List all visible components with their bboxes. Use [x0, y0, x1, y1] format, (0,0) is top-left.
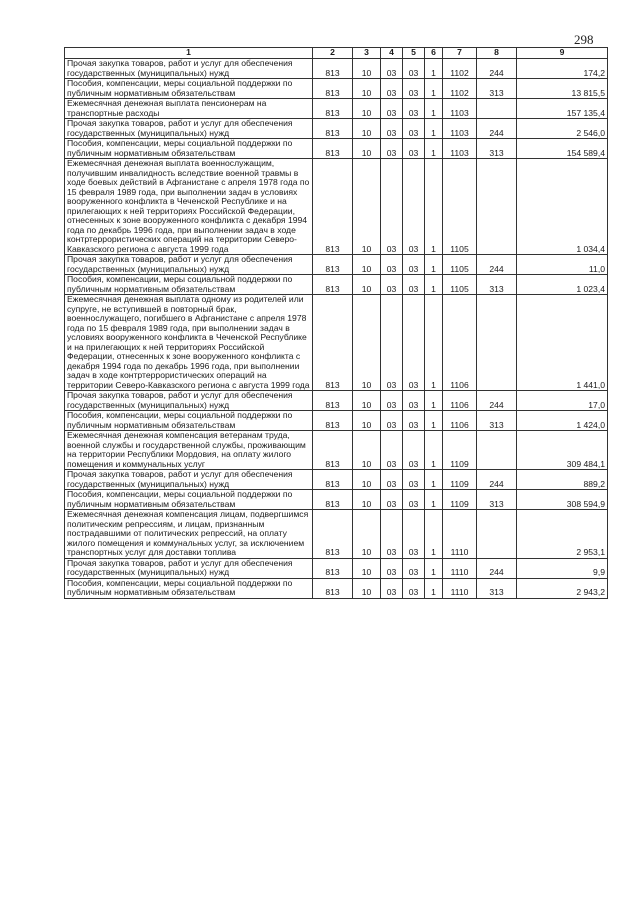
row-program-cell: 03 — [403, 59, 425, 79]
row-program-cell: 03 — [403, 139, 425, 159]
row-name-cell: Прочая закупка товаров, работ и услуг для обеспечения государственных (муниципальных) нужд — [65, 391, 313, 411]
row-code-admin-cell: 813 — [313, 99, 353, 119]
row-article-cell: 1105 — [443, 255, 477, 275]
row-subprogram-cell: 1 — [425, 578, 443, 598]
row-name-cell: Пособия, компенсации, меры социальной поддержки по публичным нормативным обязательствам — [65, 490, 313, 510]
row-section-cell: 10 — [353, 139, 381, 159]
budget-table — [64, 47, 608, 599]
table-header-row — [65, 48, 608, 59]
row-expense-type-cell — [477, 99, 517, 119]
row-subsection-cell: 03 — [381, 391, 403, 411]
row-expense-type-cell: 313 — [477, 411, 517, 431]
row-code-admin-cell: 813 — [313, 139, 353, 159]
row-amount-cell: 2 953,1 — [517, 510, 608, 559]
row-subprogram-cell: 1 — [425, 159, 443, 255]
row-section-cell: 10 — [353, 578, 381, 598]
row-expense-type-cell — [477, 295, 517, 391]
table-row — [65, 119, 608, 139]
row-expense-type-cell: 244 — [477, 558, 517, 578]
row-expense-type-cell: 244 — [477, 59, 517, 79]
row-article-cell: 1103 — [443, 99, 477, 119]
row-section-cell: 10 — [353, 295, 381, 391]
row-code-admin-cell: 813 — [313, 510, 353, 559]
row-subsection-cell: 03 — [381, 431, 403, 470]
row-subsection-cell: 03 — [381, 119, 403, 139]
row-subsection-cell: 03 — [381, 295, 403, 391]
row-code-admin-cell: 813 — [313, 255, 353, 275]
row-code-admin-cell: 813 — [313, 159, 353, 255]
row-subsection-cell: 03 — [381, 79, 403, 99]
row-name-cell: Ежемесячная денежная компенсация ветеранам труда, военной службы и государственной службы, проживающим на территории Республики Мордовия, на оплату жилого помещения и коммунальных услуг — [65, 431, 313, 470]
row-name-cell: Прочая закупка товаров, работ и услуг для обеспечения государственных (муниципальных) нужд — [65, 558, 313, 578]
row-article-cell: 1103 — [443, 119, 477, 139]
table-row — [65, 159, 608, 255]
table-row — [65, 558, 608, 578]
col-header-1: 1 — [65, 48, 313, 59]
row-program-cell: 03 — [403, 578, 425, 598]
row-name-cell: Прочая закупка товаров, работ и услуг для обеспечения государственных (муниципальных) нужд — [65, 119, 313, 139]
col-header-5: 5 — [403, 48, 425, 59]
row-name-cell: Пособия, компенсации, меры социальной поддержки по публичным нормативным обязательствам — [65, 275, 313, 295]
row-subprogram-cell: 1 — [425, 59, 443, 79]
row-subprogram-cell: 1 — [425, 411, 443, 431]
row-program-cell: 03 — [403, 119, 425, 139]
row-program-cell: 03 — [403, 295, 425, 391]
row-expense-type-cell: 244 — [477, 470, 517, 490]
row-article-cell: 1102 — [443, 79, 477, 99]
row-amount-cell: 13 815,5 — [517, 79, 608, 99]
row-section-cell: 10 — [353, 119, 381, 139]
row-subsection-cell: 03 — [381, 558, 403, 578]
table-row — [65, 255, 608, 275]
row-amount-cell: 17,0 — [517, 391, 608, 411]
row-amount-cell: 174,2 — [517, 59, 608, 79]
row-subsection-cell: 03 — [381, 99, 403, 119]
table-row — [65, 275, 608, 295]
row-section-cell: 10 — [353, 490, 381, 510]
row-subsection-cell: 03 — [381, 510, 403, 559]
row-section-cell: 10 — [353, 99, 381, 119]
row-program-cell: 03 — [403, 79, 425, 99]
row-subprogram-cell: 1 — [425, 431, 443, 470]
row-program-cell: 03 — [403, 411, 425, 431]
row-subsection-cell: 03 — [381, 139, 403, 159]
row-article-cell: 1106 — [443, 411, 477, 431]
row-code-admin-cell: 813 — [313, 411, 353, 431]
row-article-cell: 1106 — [443, 295, 477, 391]
row-expense-type-cell: 244 — [477, 391, 517, 411]
row-code-admin-cell: 813 — [313, 558, 353, 578]
row-amount-cell: 157 135,4 — [517, 99, 608, 119]
row-amount-cell: 154 589,4 — [517, 139, 608, 159]
row-section-cell: 10 — [353, 431, 381, 470]
row-subprogram-cell: 1 — [425, 558, 443, 578]
table-body — [65, 59, 608, 599]
row-subprogram-cell: 1 — [425, 490, 443, 510]
row-article-cell: 1109 — [443, 470, 477, 490]
row-code-admin-cell: 813 — [313, 275, 353, 295]
row-code-admin-cell: 813 — [313, 59, 353, 79]
row-subprogram-cell: 1 — [425, 275, 443, 295]
row-amount-cell: 1 023,4 — [517, 275, 608, 295]
row-subprogram-cell: 1 — [425, 255, 443, 275]
row-article-cell: 1105 — [443, 275, 477, 295]
row-code-admin-cell: 813 — [313, 295, 353, 391]
table-row — [65, 79, 608, 99]
col-header-9: 9 — [517, 48, 608, 59]
row-expense-type-cell: 244 — [477, 255, 517, 275]
row-subsection-cell: 03 — [381, 578, 403, 598]
row-expense-type-cell — [477, 510, 517, 559]
row-section-cell: 10 — [353, 391, 381, 411]
row-subsection-cell: 03 — [381, 490, 403, 510]
col-header-7: 7 — [443, 48, 477, 59]
row-program-cell: 03 — [403, 510, 425, 559]
row-expense-type-cell — [477, 159, 517, 255]
row-code-admin-cell: 813 — [313, 490, 353, 510]
row-subsection-cell: 03 — [381, 470, 403, 490]
row-name-cell: Пособия, компенсации, меры социальной поддержки по публичным нормативным обязательствам — [65, 79, 313, 99]
row-amount-cell: 309 484,1 — [517, 431, 608, 470]
row-name-cell: Прочая закупка товаров, работ и услуг для обеспечения государственных (муниципальных) нужд — [65, 470, 313, 490]
row-article-cell: 1106 — [443, 391, 477, 411]
row-subprogram-cell: 1 — [425, 139, 443, 159]
row-section-cell: 10 — [353, 411, 381, 431]
row-name-cell: Ежемесячная денежная выплата одному из родителей или супруге, не вступившей в повторный брак, военнослужащего, погибшего в Афганистане с апреля 1978 года по 15 февраля 1989 года, при выполнении задач в условиях вооруженного конфликта в Чеченской Республике и на прилегающих к ней территориях Российской Федерации, отнесенных к зоне вооруженного конфликта с декабря 1994 года по декабрь 1996 года, при выполнении задач в ходе контртеррористических операций на территории Северо-Кавказского региона с августа 1999 года — [65, 295, 313, 391]
table-row — [65, 99, 608, 119]
row-subsection-cell: 03 — [381, 275, 403, 295]
row-expense-type-cell: 313 — [477, 275, 517, 295]
row-expense-type-cell: 313 — [477, 490, 517, 510]
row-subsection-cell: 03 — [381, 255, 403, 275]
table-row — [65, 391, 608, 411]
row-amount-cell: 2 943,2 — [517, 578, 608, 598]
row-expense-type-cell: 313 — [477, 139, 517, 159]
row-code-admin-cell: 813 — [313, 470, 353, 490]
row-program-cell: 03 — [403, 255, 425, 275]
row-subprogram-cell: 1 — [425, 119, 443, 139]
row-name-cell: Ежемесячная денежная выплата военнослужащим, получившим инвалидность вследствие военной травмы в ходе боевых действий в Афганистане с апреля 1978 года по 15 февраля 1989 года, при выполнении задач в условиях вооруженного конфликта в Чеченской Республике и на прилегающих к ней территориях Российской Федерации, отнесенных к зоне вооруженного конфликта с декабря 1994 года по декабрь 1996 года, при выполнении задач в ходе контртеррористических операций на территории Северо-Кавказского региона с августа 1999 года — [65, 159, 313, 255]
row-name-cell: Прочая закупка товаров, работ и услуг для обеспечения государственных (муниципальных) нужд — [65, 255, 313, 275]
row-program-cell: 03 — [403, 558, 425, 578]
row-name-cell: Пособия, компенсации, меры социальной поддержки по публичным нормативным обязательствам — [65, 139, 313, 159]
row-article-cell: 1105 — [443, 159, 477, 255]
row-subprogram-cell: 1 — [425, 470, 443, 490]
col-header-2: 2 — [313, 48, 353, 59]
table-row — [65, 510, 608, 559]
row-program-cell: 03 — [403, 490, 425, 510]
row-section-cell: 10 — [353, 79, 381, 99]
table-row — [65, 295, 608, 391]
row-section-cell: 10 — [353, 275, 381, 295]
row-program-cell: 03 — [403, 470, 425, 490]
row-expense-type-cell: 244 — [477, 119, 517, 139]
row-program-cell: 03 — [403, 275, 425, 295]
page-number: 298 — [574, 32, 594, 47]
row-amount-cell: 308 594,9 — [517, 490, 608, 510]
row-expense-type-cell — [477, 431, 517, 470]
row-program-cell: 03 — [403, 159, 425, 255]
row-article-cell: 1110 — [443, 578, 477, 598]
table-row — [65, 490, 608, 510]
row-name-cell: Прочая закупка товаров, работ и услуг для обеспечения государственных (муниципальных) нужд — [65, 59, 313, 79]
row-subprogram-cell: 1 — [425, 510, 443, 559]
table-row — [65, 411, 608, 431]
row-code-admin-cell: 813 — [313, 578, 353, 598]
row-article-cell: 1110 — [443, 510, 477, 559]
row-amount-cell: 11,0 — [517, 255, 608, 275]
row-amount-cell: 889,2 — [517, 470, 608, 490]
row-section-cell: 10 — [353, 59, 381, 79]
row-code-admin-cell: 813 — [313, 119, 353, 139]
col-header-6: 6 — [425, 48, 443, 59]
row-code-admin-cell: 813 — [313, 79, 353, 99]
row-program-cell: 03 — [403, 391, 425, 411]
row-name-cell: Пособия, компенсации, меры социальной поддержки по публичным нормативным обязательствам — [65, 411, 313, 431]
row-program-cell: 03 — [403, 99, 425, 119]
table-row — [65, 470, 608, 490]
row-amount-cell: 2 546,0 — [517, 119, 608, 139]
table-row — [65, 59, 608, 79]
row-article-cell: 1102 — [443, 59, 477, 79]
row-section-cell: 10 — [353, 255, 381, 275]
table-row — [65, 431, 608, 470]
row-subsection-cell: 03 — [381, 59, 403, 79]
col-header-8: 8 — [477, 48, 517, 59]
row-article-cell: 1103 — [443, 139, 477, 159]
row-amount-cell: 9,9 — [517, 558, 608, 578]
row-article-cell: 1110 — [443, 558, 477, 578]
col-header-3: 3 — [353, 48, 381, 59]
col-header-4: 4 — [381, 48, 403, 59]
row-subprogram-cell: 1 — [425, 79, 443, 99]
row-article-cell: 1109 — [443, 490, 477, 510]
row-subprogram-cell: 1 — [425, 391, 443, 411]
row-section-cell: 10 — [353, 510, 381, 559]
row-subprogram-cell: 1 — [425, 295, 443, 391]
row-code-admin-cell: 813 — [313, 431, 353, 470]
row-subsection-cell: 03 — [381, 411, 403, 431]
row-program-cell: 03 — [403, 431, 425, 470]
row-name-cell: Пособия, компенсации, меры социальной поддержки по публичным нормативным обязательствам — [65, 578, 313, 598]
table-row — [65, 139, 608, 159]
row-amount-cell: 1 034,4 — [517, 159, 608, 255]
row-subprogram-cell: 1 — [425, 99, 443, 119]
row-section-cell: 10 — [353, 470, 381, 490]
row-name-cell: Ежемесячная денежная выплата пенсионерам на транспортные расходы — [65, 99, 313, 119]
row-expense-type-cell: 313 — [477, 578, 517, 598]
row-amount-cell: 1 424,0 — [517, 411, 608, 431]
row-code-admin-cell: 813 — [313, 391, 353, 411]
table-row — [65, 578, 608, 598]
row-amount-cell: 1 441,0 — [517, 295, 608, 391]
row-expense-type-cell: 313 — [477, 79, 517, 99]
row-subsection-cell: 03 — [381, 159, 403, 255]
row-section-cell: 10 — [353, 558, 381, 578]
row-name-cell: Ежемесячная денежная компенсация лицам, подвергшимся политическим репрессиям, и лицам, признанным пострадавшими от политических репрессий, на оплату жилого помещения и коммунальных услуг, за исключением транспортных услуг для доставки топлива — [65, 510, 313, 559]
row-section-cell: 10 — [353, 159, 381, 255]
row-article-cell: 1109 — [443, 431, 477, 470]
